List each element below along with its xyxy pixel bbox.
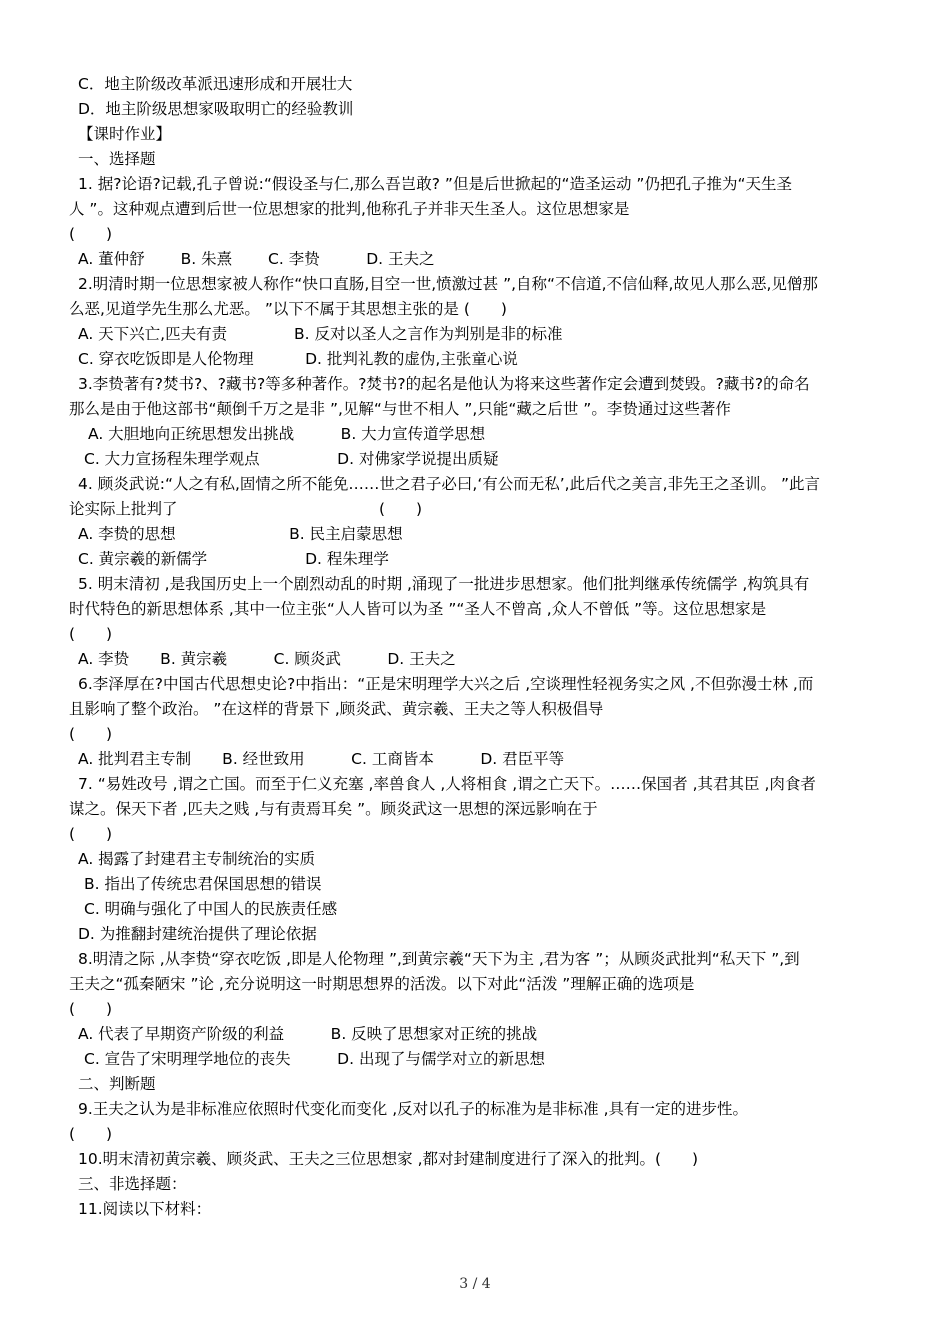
question-text: 么恶,见道学先生那么尤恶。 ”以下不属于其思想主张的是 ( ) bbox=[69, 300, 507, 318]
section-heading: 【课时作业】 bbox=[78, 125, 172, 143]
options-line: C. 宣告了宋明理学地位的丧失 D. 出现了与儒学对立的新思想 bbox=[84, 1050, 545, 1068]
page-number: 3 / 4 bbox=[459, 1276, 491, 1292]
options-line: A. 天下兴亡,匹夫有责 B. 反对以圣人之言作为判别是非的标准 bbox=[78, 325, 563, 343]
question-text: 1. 据?论语?记载,孔子曾说:“假设圣与仁,那么吾岂敢? ”但是后世掀起的“造圣运动 ”仍把孔子推为“天生圣 bbox=[78, 175, 792, 193]
option-item: A. 揭露了封建君主专制统治的实质 bbox=[78, 850, 316, 868]
question-text: 且影响了整个政治。 ”在这样的背景下 ,顾炎武、黄宗羲、王夫之等人积极倡导 bbox=[69, 700, 604, 718]
options-line: C. 穿衣吃饭即是人伦物理 D. 批判礼教的虚伪,主张童心说 bbox=[78, 350, 518, 368]
section-heading: 一、选择题 bbox=[78, 150, 156, 168]
question-text: 11.阅读以下材料： bbox=[78, 1200, 212, 1218]
question-text: 2.明清时期一位思想家被人称作“快口直肠,目空一世,愤激过甚 ”,自称“不信道,不信仙释,故见人那么恶,见僧那 bbox=[78, 275, 818, 293]
question-text: 那么是由于他这部书“颠倒千万之是非 ”,见解“与世不相人 ”,只能“藏之后世 ”。李贽通过这些著作 bbox=[69, 400, 731, 418]
question-text: 王夫之“孤秦陋宋 ”论 ,充分说明这一时期思想界的活泼。以下对此“活泼 ”理解正确的选项是 bbox=[69, 975, 695, 993]
options-line: A. 代表了早期资产阶级的利益 B. 反映了思想家对正统的挑战 bbox=[78, 1025, 538, 1043]
question-text: 6.李泽厚在?中国古代思想史论?中指出：“正是宋明理学大兴之后 ,空谈理性轻视务实之风 ,不但弥漫士林 ,而 bbox=[78, 675, 814, 693]
section-heading: 二、判断题 bbox=[78, 1075, 156, 1093]
options-line: C. 大力宣扬程朱理学观点 D. 对佛家学说提出质疑 bbox=[84, 450, 499, 468]
question-text: 谋之。保天下者 ,匹夫之贱 ,与有责焉耳矣 ”。顾炎武这一思想的深远影响在于 bbox=[69, 800, 598, 818]
text-line: D．地主阶级思想家吸取明亡的经验教训 bbox=[78, 100, 354, 118]
question-text: 时代特色的新思想体系 ,其中一位主张“人人皆可以为圣 ”“圣人不曾高 ,众人不曾低 ”等。这位思想家是 bbox=[69, 600, 767, 618]
question-text: 7. “易姓改号 ,谓之亡国。而至于仁义充塞 ,率兽食人 ,人将相食 ,谓之亡天下。……保国者 ,其君其臣 ,肉食者 bbox=[78, 775, 816, 793]
options-line: A. 李贽的思想 B. 民主启蒙思想 bbox=[78, 525, 403, 543]
question-text: 5. 明末清初 ,是我国历史上一个剧烈动乱的时期 ,涌现了一批进步思想家。他们批判继承传统儒学 ,构筑具有 bbox=[78, 575, 810, 593]
question-text: 9.王夫之认为是非标准应依照时代变化而变化 ,反对以孔子的标准为是非标准 ,具有一定的进步性。 bbox=[78, 1100, 748, 1118]
option-item: B. 指出了传统忠君保国思想的错误 bbox=[84, 875, 322, 893]
question-text: 8.明清之际 ,从李贽“穿衣吃饭 ,即是人伦物理 ”,到黄宗羲“天下为主 ,君为客 ”；从顾炎武批判“私天下 ”,到 bbox=[78, 950, 800, 968]
option-item: D. 为推翻封建统治提供了理论依据 bbox=[78, 925, 317, 943]
answer-blank: ( ) bbox=[69, 1125, 113, 1143]
answer-blank: ( ) bbox=[69, 725, 113, 743]
question-text: 10.明末清初黄宗羲、顾炎武、王夫之三位思想家 ,都对封建制度进行了深入的批判。( ) bbox=[78, 1150, 699, 1168]
question-text: 3.李贽著有?焚书?、?藏书?等多种著作。?焚书?的起名是他认为将来这些著作定会遭到焚毁。?藏书?的命名 bbox=[78, 375, 810, 393]
answer-blank: ( ) bbox=[69, 225, 113, 243]
section-heading: 三、非选择题： bbox=[78, 1175, 187, 1193]
text-line: C．地主阶级改革派迅速形成和开展壮大 bbox=[78, 75, 353, 93]
answer-blank: ( ) bbox=[69, 1000, 113, 1018]
options-line: A. 大胆地向正统思想发出挑战 B. 大力宣传道学思想 bbox=[88, 425, 486, 443]
options-line: A. 李贽 B. 黄宗羲 C. 顾炎武 D. 王夫之 bbox=[78, 650, 456, 668]
question-text: 4. 顾炎武说:“人之有私,固情之所不能免……世之君子必曰,‘有公而无私’,此后代之美言,非先王之圣训。 ”此言 bbox=[78, 475, 820, 493]
option-item: C. 明确与强化了中国人的民族责任感 bbox=[84, 900, 338, 918]
question-text: 论实际上批判了 ( ) bbox=[69, 500, 423, 518]
options-line: A. 董仲舒 B. 朱熹 C. 李贽 D. 王夫之 bbox=[78, 250, 435, 268]
question-text: 人 ”。这种观点遭到后世一位思想家的批判,他称孔子并非天生圣人。这位思想家是 bbox=[69, 200, 630, 218]
options-line: C. 黄宗羲的新儒学 D. 程朱理学 bbox=[78, 550, 389, 568]
options-line: A. 批判君主专制 B. 经世致用 C. 工商皆本 D. 君臣平等 bbox=[78, 750, 565, 768]
answer-blank: ( ) bbox=[69, 625, 113, 643]
answer-blank: ( ) bbox=[69, 825, 113, 843]
